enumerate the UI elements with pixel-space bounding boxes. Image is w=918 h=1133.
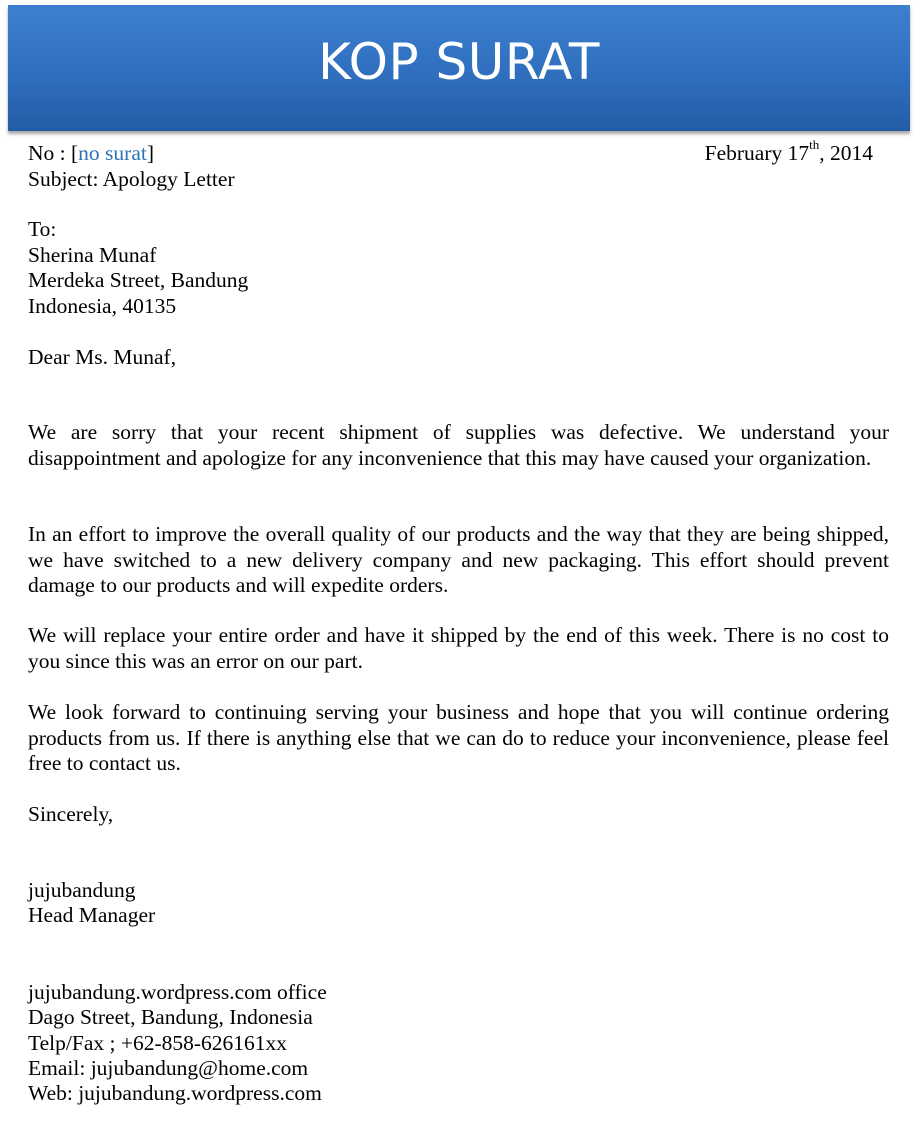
letter-subject: Subject: Apology Letter xyxy=(28,167,235,191)
closing: Sincerely, xyxy=(28,802,114,826)
footer-email: Email: jujubandung@home.com xyxy=(28,1056,309,1080)
letter-date xyxy=(704,137,873,166)
footer-address: Dago Street, Bandung, Indonesia xyxy=(28,1005,313,1029)
date-suffix: th xyxy=(809,137,820,152)
letter-number-label: No : [ xyxy=(28,141,79,165)
footer-web: Web: jujubandung.wordpress.com xyxy=(28,1081,322,1105)
signature-name: jujubandung xyxy=(28,878,136,902)
letter-number xyxy=(28,141,154,166)
letterhead-title: KOP SURAT xyxy=(318,33,600,91)
body-paragraph-3: We will replace your entire order and have it shipped by the end of this week. There is no cost to you since this was an error on our part. xyxy=(28,623,889,673)
date-year: , 2014 xyxy=(819,141,873,165)
salutation: Dear Ms. Munaf, xyxy=(28,345,177,369)
signature-title: Head Manager xyxy=(28,903,156,927)
recipient-name: Sherina Munaf xyxy=(28,243,157,267)
recipient-country-zip: Indonesia, 40135 xyxy=(28,294,177,318)
body-paragraph-4: We look forward to continuing serving your business and hope that you will continue ordering products from us. If there is anything else that we can do to reduce your inconvenience, please feel free to contact us. xyxy=(28,700,889,775)
recipient-to-label: To: xyxy=(28,217,57,241)
letter-number-placeholder: no surat xyxy=(78,141,147,165)
footer-office: jujubandung.wordpress.com office xyxy=(28,980,327,1004)
letterhead-banner xyxy=(8,5,910,131)
letter-number-close: ] xyxy=(146,141,155,165)
footer-phone: Telp/Fax ; +62-858-626161xx xyxy=(28,1031,288,1055)
body-paragraph-1: We are sorry that your recent shipment of supplies was defective. We understand your disappointment and apologize for any inconvenience that this may have caused your organization. xyxy=(28,420,889,470)
recipient-street: Merdeka Street, Bandung xyxy=(28,268,249,292)
date-month-day: February 17 xyxy=(704,141,810,165)
body-paragraph-2: In an effort to improve the overall quality of our products and the way that they are being shipped, we have switched to a new delivery company and new packaging. This effort should prevent damage to our products and will expedite orders. xyxy=(28,522,889,597)
